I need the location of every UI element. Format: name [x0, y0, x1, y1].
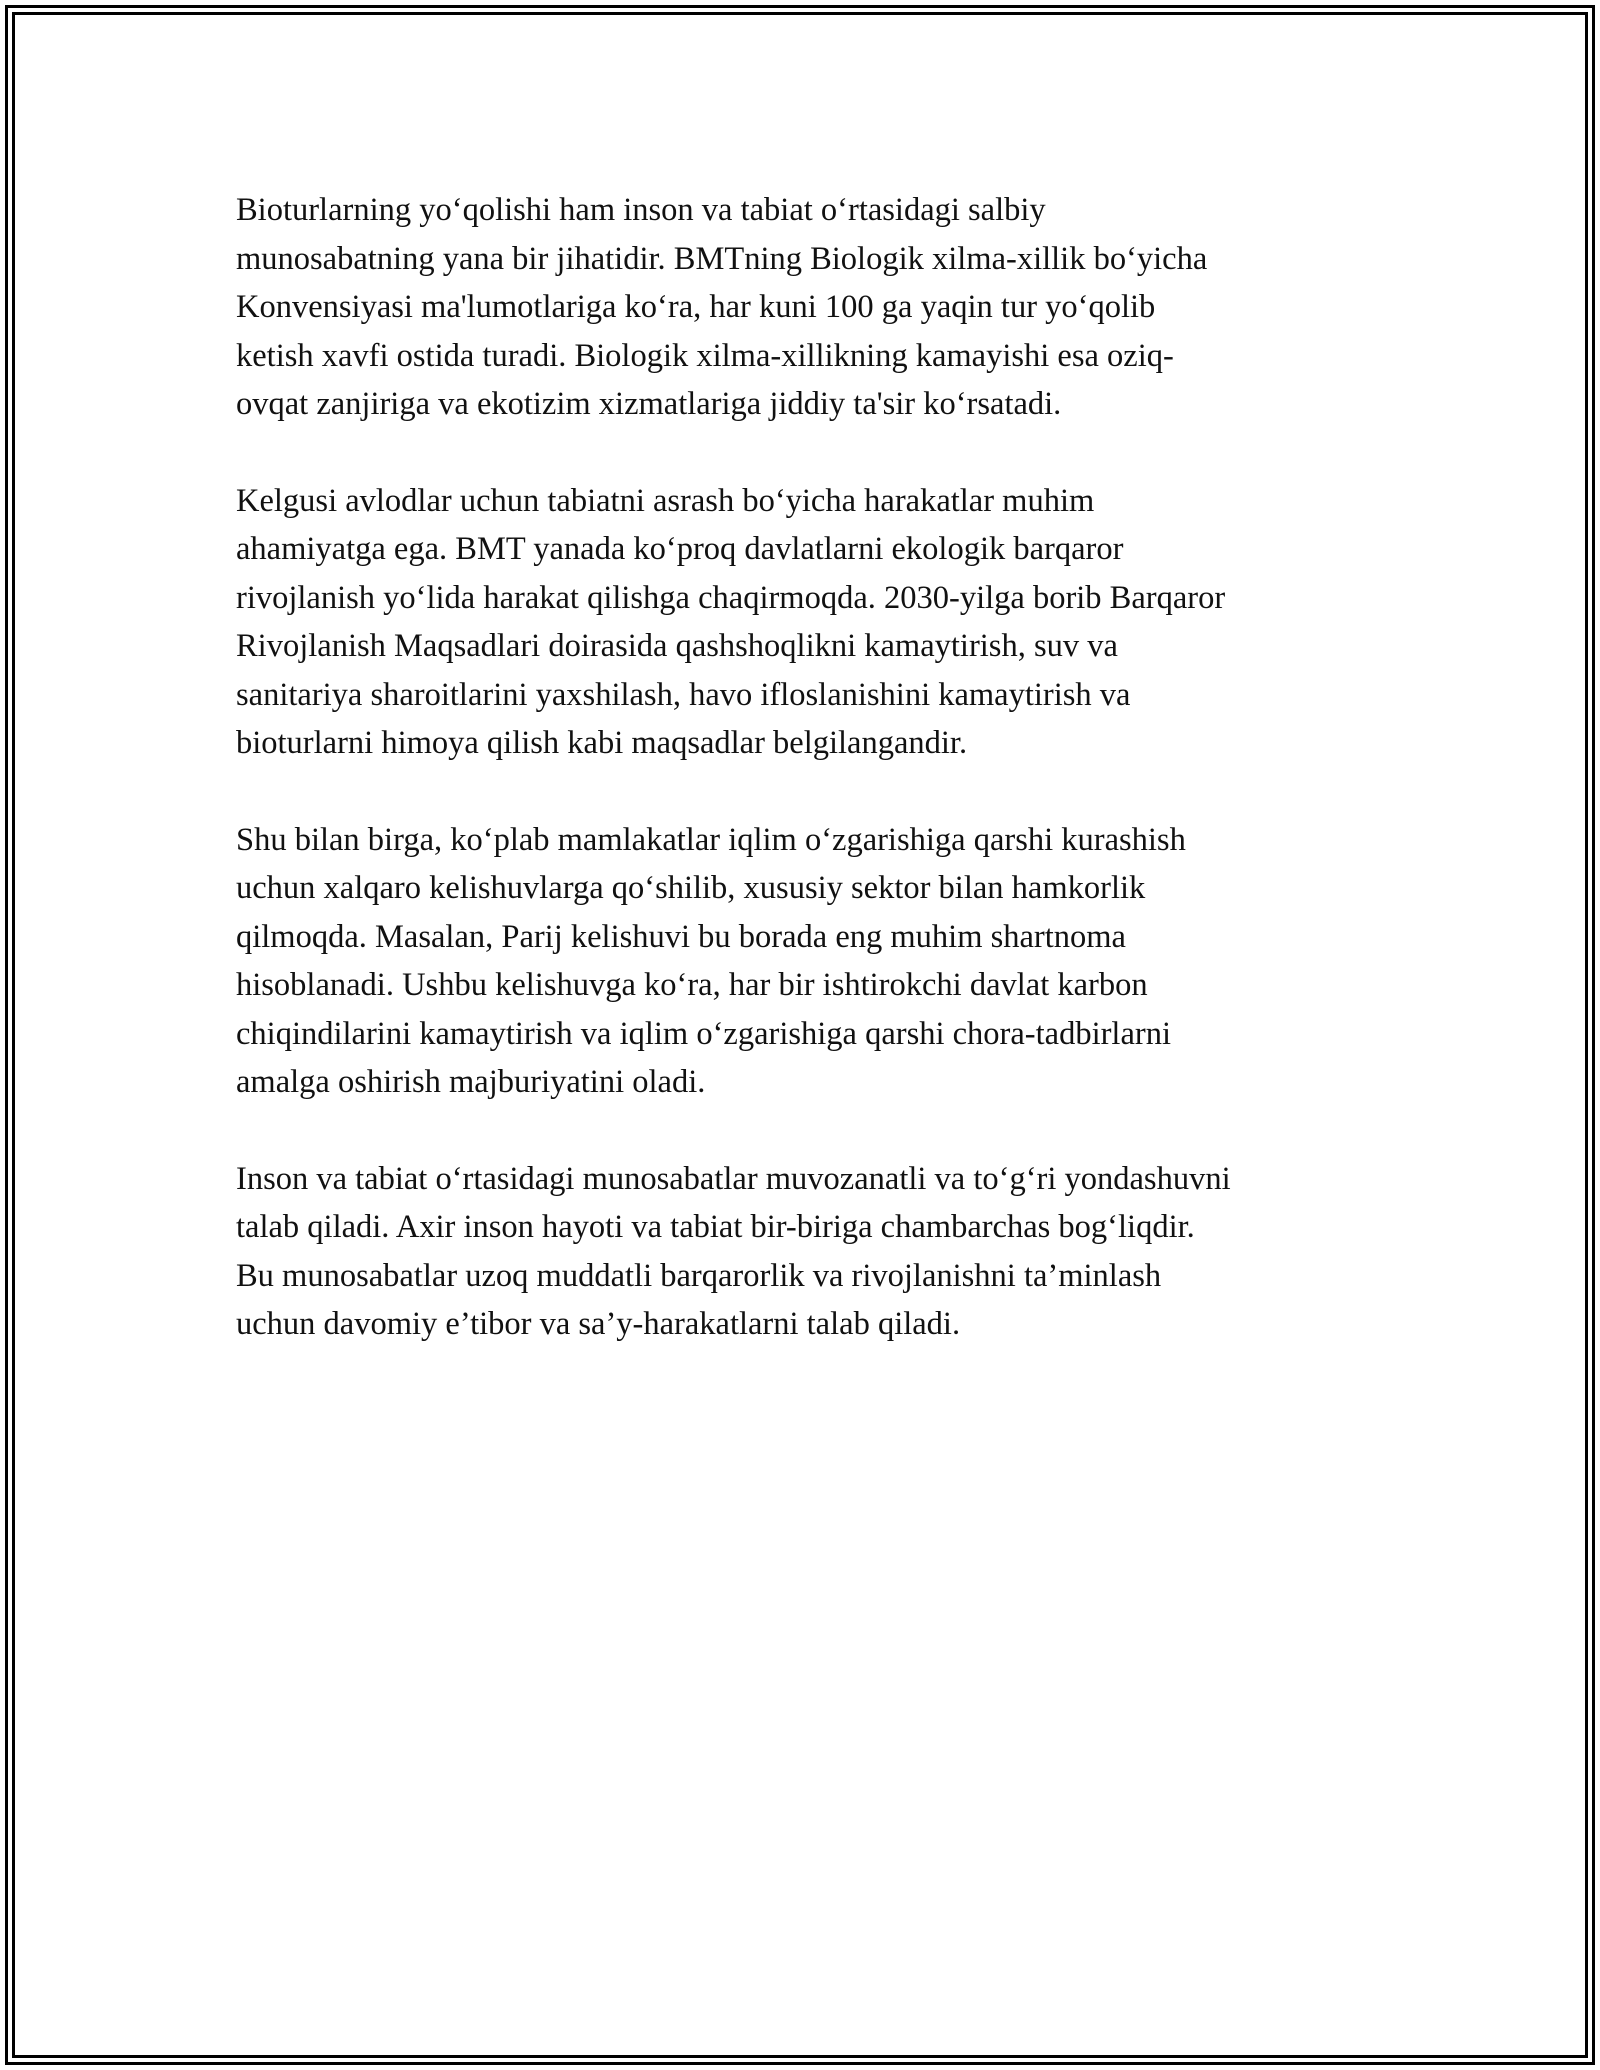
text-line: Bu munosabatlar uzoq muddatli barqarorlik va rivojlanishni ta’minlash: [236, 1257, 1162, 1294]
text-line: chiqindilarini kamaytirish va iqlim o‘zgarishiga qarshi chora-tadbirlarni: [236, 1015, 1171, 1052]
text-line: Bioturlarning yo‘qolishi ham inson va tabiat o‘rtasidagi salbiy: [236, 192, 1046, 228]
text-line: Kelgusi avlodlar uchun tabiatni asrash bo‘yicha harakatlar muhim: [236, 482, 1095, 519]
text-line: hisoblanadi. Ushbu kelishuvga ko‘ra, har bir ishtirokchi davlat karbon: [236, 967, 1148, 1003]
text-line: sanitariya sharoitlarini yaxshilash, havo ifloslanishini kamaytirish va: [236, 676, 1131, 713]
text-line: Shu bilan birga, ko‘plab mamlakatlar iqlim o‘zgarishiga qarshi kurashish: [236, 821, 1186, 858]
text-line: talab qiladi. Axir inson hayoti va tabiat bir-biriga chambarchas bog‘liqdir.: [236, 1209, 1195, 1245]
paragraph-2: [236, 477, 1376, 768]
text-line: uchun xalqaro kelishuvlarga qo‘shilib, xususiy sektor bilan hamkorlik: [236, 870, 1146, 906]
paragraph-1: [236, 186, 1376, 429]
document-body: [236, 186, 1376, 1397]
text-line: amalga oshirish majburiyatini oladi.: [236, 1064, 706, 1100]
text-line: ovqat zanjiriga va ekotizim xizmatlariga jiddiy ta'sir ko‘rsatadi.: [236, 386, 1062, 422]
text-line: munosabatning yana bir jihatidir. BMTning Biologik xilma-xillik bo‘yicha: [236, 240, 1208, 277]
text-line: Rivojlanish Maqsadlari doirasida qashshoqlikni kamaytirish, suv va: [236, 628, 1118, 664]
paragraph-4: [236, 1155, 1376, 1349]
text-line: rivojlanish yo‘lida harakat qilishga chaqirmoqda. 2030-yilga borib Barqaror: [236, 579, 1226, 616]
text-line: uchun davomiy e’tibor va sa’y-harakatlarni talab qiladi.: [236, 1306, 961, 1342]
text-line: qilmoqda. Masalan, Parij kelishuvi bu borada eng muhim shartnoma: [236, 918, 1126, 955]
text-line: Konvensiyasi ma'lumotlariga ko‘ra, har kuni 100 ga yaqin tur yo‘qolib: [236, 289, 1156, 325]
text-line: bioturlarni himoya qilish kabi maqsadlar belgilangandir.: [236, 725, 968, 761]
text-line: ahamiyatga ega. BMT yanada ko‘proq davlatlarni ekologik barqaror: [236, 531, 1124, 567]
paragraph-3: [236, 816, 1376, 1107]
text-line: ketish xavfi ostida turadi. Biologik xilma-xillikning kamayishi esa oziq-: [236, 337, 1174, 374]
text-line: Inson va tabiat o‘rtasidagi munosabatlar muvozanatli va to‘g‘ri yondashuvni: [236, 1160, 1231, 1197]
